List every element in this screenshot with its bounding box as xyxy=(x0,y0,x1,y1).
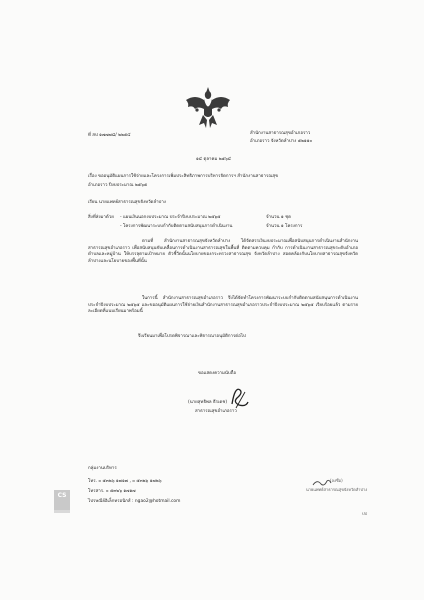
closing-regards: ขอแสดงความนับถือ xyxy=(198,371,236,376)
recipient: เรียน นายแพทย์สาธารณสุขจังหวัดลำปาง xyxy=(88,200,166,205)
footer-email: ไปรษณีย์อิเล็กทรอนิกส์ : ngao2@hotmail.com xyxy=(88,499,181,504)
office-address: อำเภอราว จังหวัดลำปาง ๕๒๑๑๐ xyxy=(250,139,313,144)
signature-icon xyxy=(228,384,250,410)
page-mark: ปป xyxy=(362,511,368,516)
approval-line-1: (ลงชื่อ) xyxy=(330,478,343,483)
body-paragraph-1: ตามที่ สำนักงานสาธารณสุขจังหวัดลำปาง ได้จัดสรรเงินงบประมาณเพื่อสนับสนุนการดำเนินงานสำนักงานสาธารณสุขอำเภอราว เพื่อสนับสนุนขับเคลื่อนการดำเนินงานสาธารณสุขในพื้นที่ ติดตามควบคุม กำกับ การดำเนินงานสาธารณสุขระดับอำเภอ ตำบลและหมู่บ้าน ให้บรรลุตามเป้าหมาย ตัวชี้วัดนั้นนโยบายของกระทรวงสาธารณสุข จังหวัดลำปาง สอดคล้องกับนโยบายสาธารณสุขจังหวัดลำปางและนโยบายของพื้นที่นั้น xyxy=(88,239,358,264)
footer-department: กลุ่มงานบริหาร xyxy=(88,466,117,471)
subject-line-2: อำเภอราว ปีงบประมาณ ๒๕๖๕ xyxy=(88,183,148,188)
scanner-watermark-text: CS xyxy=(57,492,67,499)
attachment-item-1-qty: จำนวน ๑ ชุด xyxy=(266,215,291,220)
office-name: สำนักงานสาธารณสุขอำเภอราว xyxy=(250,131,311,136)
approval-line-2: นายแพทย์สาธารณสุขจังหวัดลำปาง xyxy=(306,487,368,492)
body-paragraph-3: จึงเรียนมาเพื่อโปรดพิจารณาและพิจารณาอนุมัติการต่อไป xyxy=(138,334,246,339)
footer-telephone: โทร. ๐ ๕๓๒๖ ๑๗๑๗ , ๐ ๕๓๒๖ ๑๗๒๖ xyxy=(88,479,162,484)
document-number: ที่ สป ๑๗๗๗๘/ ๒๒๕๔ xyxy=(88,133,131,138)
signer-name: (นายสุทธิพล ธีรเดช) xyxy=(188,400,228,405)
attachment-item-2-qty: จำนวน ๑ โครงการ xyxy=(266,224,303,229)
document-date: ๑๔ ตุลาคม ๒๕๖๔ xyxy=(196,157,232,162)
body-paragraph-2: ในการนี้ สำนักงานสาธารณสุขอำเภอราว จึงได้จัดทำโครงการพัฒนาระบบกำกับติดตามสนับสนุนการดำเนินงาน ประจำปีงบประมาณ ๒๕๖๕ และขออนุมัติแผนการใช้จ่ายเงินสำนักงานสาธารณสุขอำเภอราวประจำปีงบประมาณ ๒๕๖๕ เรียบร้อยแล้ว ตามรายละเอียดที่แนบเรียนมาพร้อมนี้ xyxy=(88,296,358,315)
attachment-item-2: - โครงการพัฒนาระบบกำกับติดตามสนับสนุนการดำเนินงาน xyxy=(120,224,233,229)
scanner-watermark-bar xyxy=(54,510,70,513)
scanner-watermark xyxy=(54,490,70,512)
subject-line-1: เรื่อง ขออนุมัติแผนการใช้จ่ายและโครงการเพิ่มประสิทธิภาพการบริหารจัดการฯ สำนักงานสาธารณสุข xyxy=(88,174,279,179)
attachments-label: สิ่งที่ส่งมาด้วย xyxy=(88,215,114,220)
footer-fax: โทรสาร. ๐ ๕๓๒๖ ๑๗๑๗ xyxy=(88,489,136,494)
attachment-item-1: - แผนเงินนอกงบประมาณ ประจำปีงบประมาณ ๒๕๖๕ xyxy=(120,215,221,220)
garuda-emblem-icon xyxy=(183,84,233,132)
signer-title: สาธารณสุขอำเภอราว xyxy=(195,409,237,414)
